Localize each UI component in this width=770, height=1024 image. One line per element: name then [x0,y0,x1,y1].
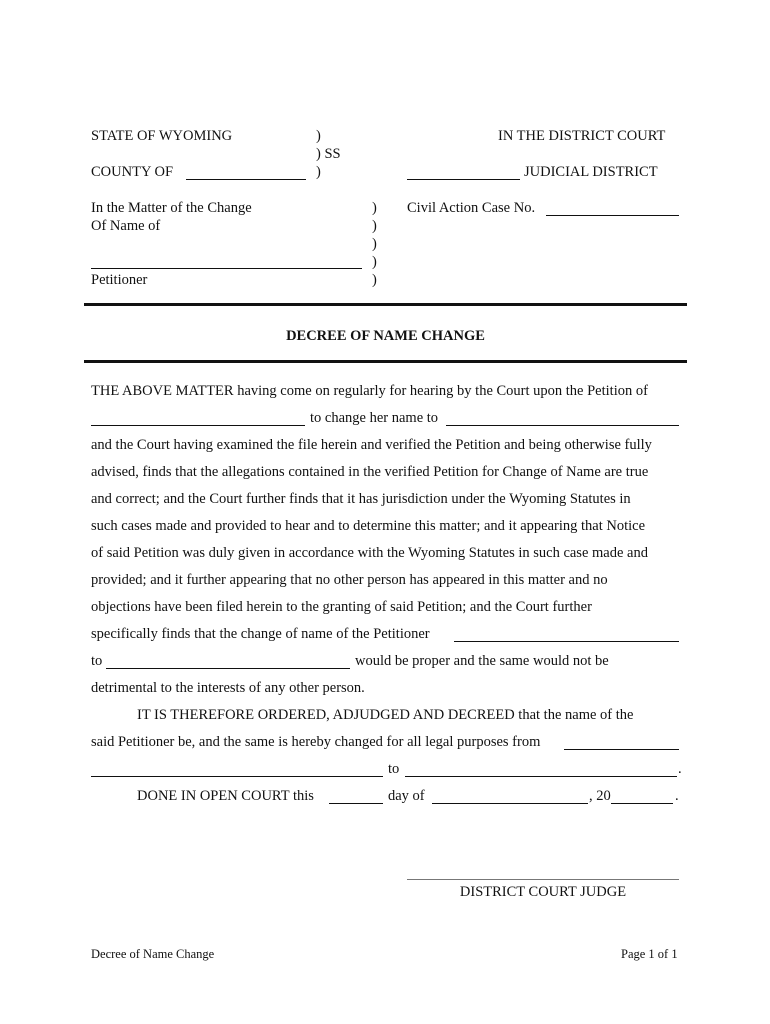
page-title: DECREE OF NAME CHANGE [286,328,485,344]
caption-paren: ) [372,200,377,216]
body-line-10: specifically finds that the change of name of the Petitioner [91,626,430,642]
body-line-14: said Petitioner be, and the same is hereby changed for all legal purposes from [91,734,541,750]
body-line-4: advised, finds that the allegations contained in the verified Petition for Change of Name are true [91,464,649,480]
caption-paren: ) [316,128,321,144]
year-blank[interactable] [611,803,673,804]
county-blank[interactable] [186,179,306,180]
petitioner-new-name-blank[interactable] [106,668,350,669]
day-of-text: day of [388,788,425,804]
body-line-7: of said Petition was duly given in accordance with the Wyoming Statutes in such case made and [91,545,648,561]
top-rule [84,303,687,306]
body-line-5: and correct; and the Court further finds that it has jurisdiction under the Wyoming Statutes in [91,491,631,507]
to-text-2: to [388,761,400,777]
judge-label: DISTRICT COURT JUDGE [459,884,627,900]
petitioner-old-name-blank[interactable] [454,641,679,642]
to-text: to [91,653,103,669]
end-period: . [675,788,679,804]
bottom-rule [84,360,687,363]
done-text: DONE IN OPEN COURT this [137,788,314,804]
caption-paren: ) [372,272,377,288]
body-line-3: and the Court having examined the file herein and verified the Petition and being otherwise fully [91,437,652,453]
caption-paren: ) [372,236,377,252]
from-name-blank[interactable] [564,749,679,750]
day-blank[interactable] [329,803,383,804]
ss-label: ) SS [316,146,341,162]
month-blank[interactable] [432,803,588,804]
judicial-district-label: JUDICIAL DISTRICT [524,164,658,180]
body-line-6: such cases made and provided to hear and to determine this matter; and it appearing that Notice [91,518,646,534]
new-name-blank[interactable] [446,425,679,426]
judicial-district-blank[interactable] [407,179,520,180]
caption-paren: ) [372,218,377,234]
ordered-text: IT IS THEREFORE ORDERED, ADJUDGED AND DECREED that the name of the [137,707,634,723]
footer-doc-name: Decree of Name Change [91,947,215,961]
case-number-label: Civil Action Case No. [407,200,536,216]
judge-signature-line[interactable] [407,879,679,880]
would-be-text: would be proper and the same would not be [355,653,609,669]
footer-page-number: Page 1 of 1 [621,947,678,961]
petitioner-label: Petitioner [91,272,148,288]
period: . [678,761,682,777]
body-line-8: provided; and it further appearing that no other person has appeared in this matter and no [91,572,608,588]
petitioner-name-blank[interactable] [91,268,362,269]
petitioner-blank[interactable] [91,425,305,426]
case-number-blank[interactable] [546,215,679,216]
caption-paren: ) [316,164,321,180]
comma-20-text: , 20 [589,788,611,804]
county-label: COUNTY OF [91,164,174,180]
state-label: STATE OF WYOMING [91,128,233,144]
to-name-blank[interactable] [405,776,677,777]
from-name-continued-blank[interactable] [91,776,383,777]
matter-line-2: Of Name of [91,218,161,234]
matter-line-1: In the Matter of the Change [91,200,252,216]
body-line-1: THE ABOVE MATTER having come on regularly for hearing by the Court upon the Petition of [91,383,648,399]
to-change-text: to change her name to [310,410,439,426]
body-line-9: objections have been filed herein to the granting of said Petition; and the Court further [91,599,592,615]
court-label: IN THE DISTRICT COURT [498,128,666,144]
body-line-12: detrimental to the interests of any other person. [91,680,365,696]
caption-paren: ) [372,254,377,270]
